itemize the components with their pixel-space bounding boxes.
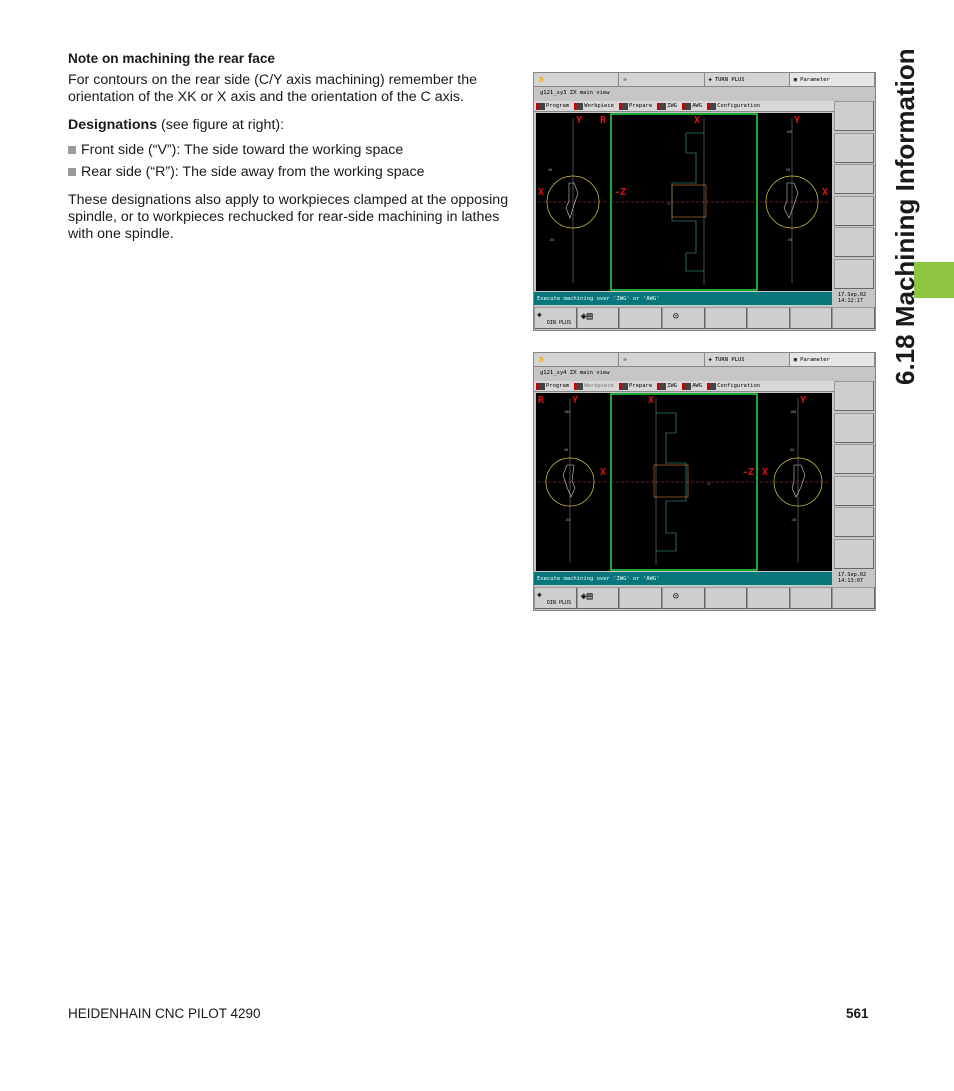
view-title: g121_xy4 ZX main view <box>540 370 610 376</box>
intro-paragraph: For contours on the rear side (C/Y axis machining) remember the orientation of the XK or X axis and the orientation of the C axis. <box>68 72 477 105</box>
magnifier-key[interactable] <box>662 587 705 609</box>
prepare-icon <box>619 103 628 110</box>
svg-text:100: 100 <box>786 130 793 134</box>
disk-icon: ▣ <box>793 356 798 363</box>
softkey[interactable] <box>834 413 874 443</box>
designations-line <box>68 117 513 134</box>
arrow-icon: ⇛ <box>623 76 627 83</box>
axis-label-y-left <box>572 395 578 406</box>
softkey[interactable] <box>834 476 874 506</box>
softkey[interactable] <box>834 259 874 289</box>
iwg-icon <box>657 103 666 110</box>
svg-text:50: 50 <box>790 448 795 452</box>
softkey[interactable] <box>790 587 833 609</box>
contour-graphic <box>536 113 832 291</box>
softkey[interactable] <box>834 164 874 194</box>
simulation-key[interactable] <box>577 307 620 329</box>
mode-tabs <box>534 353 875 367</box>
axis-label-r <box>600 115 606 126</box>
menu-label: Configuration <box>717 383 761 389</box>
menu-awg[interactable] <box>682 103 702 110</box>
axis-label-x-left <box>538 187 544 198</box>
tab-label: TURN PLUS <box>714 356 745 363</box>
text-column <box>68 50 513 254</box>
svg-text:-50: -50 <box>564 518 571 522</box>
simulation-icon: ◈▤ <box>580 591 593 602</box>
menu-iwg[interactable] <box>657 103 677 110</box>
tab-label: TURN PLUS <box>714 76 745 83</box>
mode-tabs <box>534 73 875 87</box>
disk-icon: ▣ <box>793 76 798 83</box>
din-plus-key[interactable] <box>534 587 577 609</box>
softkey[interactable] <box>705 307 748 329</box>
page-number: 561 <box>846 1006 869 1021</box>
axis-label: X <box>822 187 829 198</box>
section-heading: Note on machining the rear face <box>68 51 275 66</box>
softkey[interactable] <box>705 587 748 609</box>
softkey[interactable] <box>834 444 874 474</box>
diamond-arrow-icon: ◈ <box>708 356 712 363</box>
bullet-front <box>68 142 513 159</box>
diamond-arrow-icon: ◈ <box>537 310 542 319</box>
horizontal-softkeys <box>534 587 875 609</box>
menu-bar <box>534 381 834 392</box>
axis-label-x-mid <box>694 115 700 126</box>
axis-label: X <box>648 395 655 406</box>
view-title: g121_xy3 ZX main view <box>540 90 610 96</box>
iwg-icon <box>657 383 666 390</box>
magnifier-icon: ⊝ <box>672 311 679 322</box>
vertical-softkeys <box>834 101 874 291</box>
menu-prepare[interactable] <box>619 383 652 390</box>
softkey[interactable] <box>834 227 874 257</box>
menu-prepare[interactable] <box>619 103 652 110</box>
softkey[interactable] <box>834 196 874 226</box>
chapter-title-text: 6.18 Machining Information <box>890 48 920 385</box>
softkey[interactable] <box>834 101 874 131</box>
bullet-text: Front side (“V”): The side toward the working space <box>81 142 404 158</box>
designations-rest: (see figure at right): <box>157 117 285 133</box>
menu-configuration[interactable] <box>707 103 760 110</box>
softkey-label: DIN PLUS <box>547 600 572 606</box>
axis-label: X <box>762 467 769 478</box>
softkey[interactable] <box>619 307 662 329</box>
menu-label: Workpiece <box>584 383 614 389</box>
program-icon <box>536 103 545 110</box>
menu-label: IWG <box>667 383 678 389</box>
svg-text:-Z: -Z <box>666 202 671 206</box>
svg-text:50: 50 <box>786 168 791 172</box>
menu-workpiece[interactable] <box>574 383 614 390</box>
softkey-label: DIN PLUS <box>547 320 572 326</box>
axis-label-z <box>614 187 626 198</box>
tab-label: Parameter <box>800 76 830 83</box>
svg-text:50: 50 <box>564 448 569 452</box>
tab-parameter[interactable] <box>790 353 875 367</box>
awg-icon <box>682 103 691 110</box>
softkey[interactable] <box>834 133 874 163</box>
program-icon <box>536 383 545 390</box>
magnifier-key[interactable] <box>662 307 705 329</box>
svg-text:-50: -50 <box>786 238 793 242</box>
hand-icon: ✋ <box>538 76 545 83</box>
arrow-icon: ⇛ <box>623 356 627 363</box>
softkey[interactable] <box>790 307 833 329</box>
axis-label-y-right <box>794 115 800 126</box>
svg-text:-50: -50 <box>790 518 797 522</box>
configuration-icon <box>707 383 716 390</box>
horizontal-softkeys <box>534 307 875 329</box>
svg-text:-Z: -Z <box>706 482 711 486</box>
simulation-icon: ◈▤ <box>580 311 593 322</box>
bullet-square-icon <box>68 146 76 154</box>
softkey[interactable] <box>834 381 874 411</box>
axis-label-z <box>742 467 754 478</box>
softkey[interactable] <box>747 307 790 329</box>
closing-paragraph: These designations also apply to workpieces clamped at the opposing spindle, or to workpieces rechucked for rear-side machining in lathes with one spindle. <box>68 192 509 242</box>
menu-label: Program <box>546 383 570 389</box>
menu-label: Prepare <box>629 103 653 109</box>
graphics-view[interactable] <box>536 393 832 571</box>
menu-iwg[interactable] <box>657 383 677 390</box>
axis-label-x-mid <box>648 395 654 406</box>
time: 14:12:17 <box>838 298 863 304</box>
menu-bar <box>534 101 834 112</box>
hand-icon: ✋ <box>538 356 545 363</box>
menu-label: AWG <box>692 103 703 109</box>
svg-text:-50: -50 <box>548 238 555 242</box>
date: 17.Sep.02 <box>838 292 867 298</box>
axis-label-y-left <box>576 115 582 126</box>
menu-label: Program <box>546 103 570 109</box>
diamond-arrow-icon: ◈ <box>537 590 542 599</box>
menu-label: IWG <box>667 103 678 109</box>
tab-arrow[interactable] <box>619 353 704 367</box>
prepare-icon <box>619 383 628 390</box>
bullet-text: Rear side (“R”): The side away from the working space <box>81 164 425 180</box>
bullet-square-icon <box>68 168 76 176</box>
screenshot-rear <box>533 352 876 611</box>
softkey[interactable] <box>832 307 875 329</box>
axis-label: Y <box>572 395 579 406</box>
tab-turn-plus[interactable] <box>705 73 790 87</box>
tab-hand[interactable] <box>534 73 619 87</box>
tab-turn-plus[interactable] <box>705 353 790 367</box>
axis-label-r <box>538 395 544 406</box>
softkey[interactable] <box>832 587 875 609</box>
menu-workpiece[interactable] <box>574 103 614 110</box>
svg-text:100: 100 <box>564 410 571 414</box>
axis-label: X <box>694 115 701 126</box>
status-bar: Execute machining over 'IWG' or 'AWG' <box>534 572 832 585</box>
axis-label: R <box>538 395 545 406</box>
diamond-arrow-icon: ◈ <box>708 76 712 83</box>
menu-label: AWG <box>692 383 703 389</box>
awg-icon <box>682 383 691 390</box>
axis-label: X <box>600 467 607 478</box>
vertical-softkeys <box>834 381 874 571</box>
footer-product: HEIDENHAIN CNC PILOT 4290 <box>68 1006 261 1021</box>
svg-text:100: 100 <box>790 410 797 414</box>
bullet-rear <box>68 164 513 181</box>
menu-awg[interactable] <box>682 383 702 390</box>
softkey[interactable] <box>747 587 790 609</box>
menu-label: Prepare <box>629 383 653 389</box>
magnifier-icon: ⊝ <box>672 591 679 602</box>
menu-configuration[interactable] <box>707 383 760 390</box>
clock <box>834 292 874 305</box>
graphics-view[interactable] <box>536 113 832 291</box>
tab-label: Parameter <box>800 356 830 363</box>
date: 17.Sep.02 <box>838 572 867 578</box>
axis-label: Y <box>800 395 807 406</box>
tab-parameter[interactable] <box>790 73 875 87</box>
configuration-icon <box>707 103 716 110</box>
axis-label-x-right <box>762 467 768 478</box>
din-plus-key[interactable] <box>534 307 577 329</box>
tab-hand[interactable] <box>534 353 619 367</box>
menu-program[interactable] <box>536 103 569 110</box>
axis-label-y-right <box>800 395 806 406</box>
svg-text:50: 50 <box>548 168 553 172</box>
menu-label: Configuration <box>717 103 761 109</box>
contour-graphic <box>536 393 832 571</box>
menu-label: Workpiece <box>584 103 614 109</box>
screenshot-front <box>533 72 876 331</box>
softkey[interactable] <box>834 539 874 569</box>
menu-program[interactable] <box>536 383 569 390</box>
tab-arrow[interactable] <box>619 73 704 87</box>
time: 14:13:07 <box>838 578 863 584</box>
workpiece-icon <box>574 383 583 390</box>
axis-label: -Z <box>742 467 755 478</box>
axis-label: -Z <box>614 187 627 198</box>
status-bar: Execute machining over 'IWG' or 'AWG' <box>534 292 832 305</box>
axis-label-x-right <box>822 187 828 198</box>
designations-label: Designations <box>68 117 158 133</box>
simulation-key[interactable] <box>577 587 620 609</box>
axis-label: X <box>538 187 545 198</box>
axis-label-x-left <box>600 467 606 478</box>
softkey[interactable] <box>834 507 874 537</box>
axis-label: Y <box>794 115 801 126</box>
workpiece-icon <box>574 103 583 110</box>
clock <box>834 572 874 585</box>
softkey[interactable] <box>619 587 662 609</box>
axis-label: Y <box>576 115 583 126</box>
axis-label: R <box>600 115 607 126</box>
